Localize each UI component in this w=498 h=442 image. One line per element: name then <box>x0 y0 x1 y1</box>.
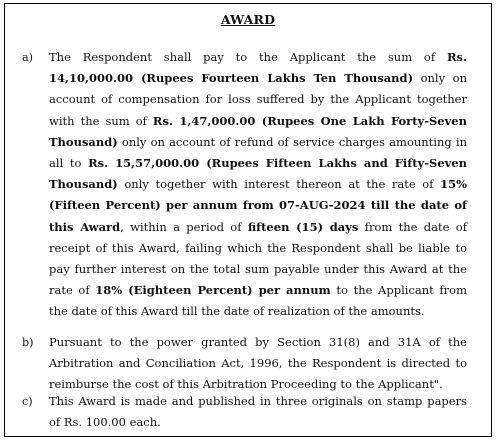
clause-marker: b) <box>22 336 34 349</box>
text-run: only on account of refund of service charges amounting in all to <box>49 134 467 171</box>
clause-text <box>49 391 467 433</box>
bold-text-run: Rs. 1,47,000.00 (Rupees One Lakh Forty-Seven Thousand) <box>49 113 467 149</box>
text-run: from the date of receipt of this Award, failing which the Respondent shall be liable to pay further interest on the total sum payable under this Award at the rate of <box>49 219 467 298</box>
text-run: only on account of compensation for loss suffered by the Applicant together with the sum of <box>49 71 467 128</box>
award-title: AWARD <box>220 12 276 27</box>
text-run: The Respondent shall pay to the Applicant the sum of <box>49 50 447 64</box>
clause-marker: c) <box>22 395 33 408</box>
clause-text <box>49 47 467 323</box>
clause-marker: a) <box>22 51 34 64</box>
text-run: Pursuant to the power granted by Section 31(8) and 31A of the Arbitration and Conciliation Act, 1996, the Respondent is directed to reimburse the cost of this Arbitration Proceeding to the Applicant". <box>49 335 467 392</box>
text-run: This Award is made and published in three originals on stamp papers of Rs. 100.00 each. <box>49 394 467 430</box>
text-run: only together with interest thereon at the rate of <box>117 177 441 192</box>
bold-text-run: Rs. 15,57,000.00 (Rupees Fifteen Lakhs and Fifty-Seven Thousand) <box>49 156 467 192</box>
clause-text <box>49 332 467 396</box>
bold-text-run: Rs. 14,10,000.00 (Rupees Fourteen Lakhs Ten Thousand) <box>49 50 467 86</box>
bold-text-run: 18% (Eighteen Percent) per annum <box>95 283 331 298</box>
award-document <box>4 3 492 437</box>
text-run: to the Applicant from the date of this Award till the date of realization of the amounts. <box>49 283 467 319</box>
bold-text-run: fifteen (15) days <box>247 219 359 234</box>
text-run: , within a period of <box>120 219 248 234</box>
bold-text-run: 15% (Fifteen Percent) per annum from 07-AUG-2024 till the date of this Award <box>49 177 467 234</box>
